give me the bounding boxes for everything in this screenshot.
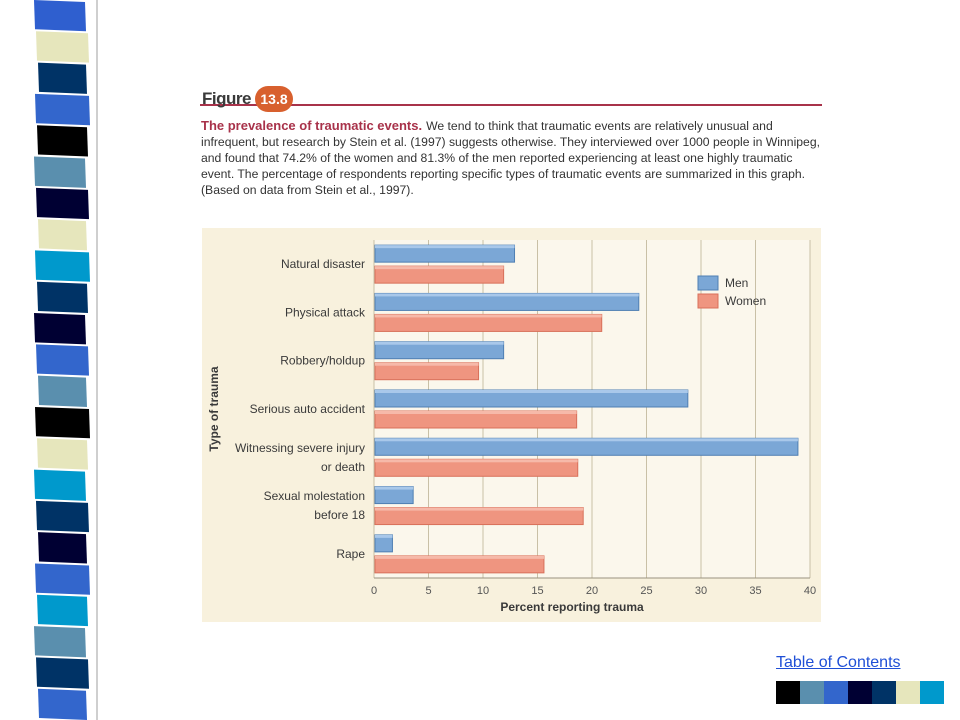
strip-block [38, 532, 87, 563]
category-label: Physical attack [284, 305, 365, 320]
strip-block [35, 407, 90, 438]
strip-block [36, 501, 89, 532]
bar-highlight [375, 556, 544, 559]
strip-block [37, 595, 88, 626]
color-box [776, 681, 800, 704]
legend-label: Men [725, 276, 749, 290]
x-tick-label: 25 [640, 585, 653, 597]
strip-block [38, 376, 87, 407]
figure-caption [201, 118, 823, 198]
bar-highlight [375, 314, 602, 317]
strip-block [34, 313, 86, 344]
x-tick-label: 30 [694, 585, 708, 597]
bar-highlight [375, 390, 688, 393]
strip-block [34, 626, 86, 657]
bar-highlight [375, 535, 392, 538]
x-tick-label: 20 [585, 585, 599, 597]
bar-highlight [375, 411, 577, 414]
bar-highlight [375, 342, 504, 345]
chart-panel [202, 228, 821, 622]
legend-swatch-women [698, 294, 718, 308]
bar-highlight [375, 293, 639, 296]
category-label: Natural disaster [280, 257, 365, 272]
x-tick-label: 15 [531, 585, 544, 597]
x-tick-label: 0 [370, 585, 378, 597]
color-box [800, 681, 824, 704]
bar-highlight [375, 459, 578, 462]
strip-block [37, 282, 88, 313]
strip-block [35, 250, 90, 281]
figure-title: The prevalence of traumatic events. [201, 118, 423, 133]
figure-number-badge: 13.8 [255, 86, 293, 112]
category-label: Sexual molestation [263, 489, 365, 504]
color-box [824, 681, 848, 704]
figure-rule [200, 104, 822, 106]
bar-highlight [375, 266, 504, 269]
legend-label: Women [725, 294, 767, 308]
strip-block [37, 125, 88, 156]
strip-block [35, 563, 90, 594]
y-axis-label: Type of trauma [207, 366, 221, 452]
color-box [920, 681, 944, 704]
category-label: Witnessing severe injury [234, 440, 365, 455]
strip-block [34, 157, 86, 188]
bar-highlight [375, 363, 479, 366]
strip-block [38, 219, 87, 250]
color-box [872, 681, 896, 704]
category-label: Robbery/holdup [280, 353, 365, 368]
figure-word: Figure [202, 89, 251, 108]
color-box [896, 681, 920, 704]
color-box [848, 681, 872, 704]
figure-caption-text: We tend to think that traumatic events are relatively unusual and infrequent, but research by Stein et al. (1997) suggests otherwise. They interviewed over 1000 people in Winnipeg, and found that 74.2% of the women and 81.3% of the men reported experiencing at least one highly traumatic event. The percentage of respondents reporting specific types of traumatic events are summarized in this graph. (Based on data from Stein et al., 1997). [201, 119, 820, 197]
category-label: or death [320, 459, 365, 474]
strip-block [38, 63, 87, 94]
bar-highlight [375, 245, 515, 248]
legend-swatch-men [698, 276, 718, 290]
bar-highlight [375, 438, 798, 441]
color-box-row [776, 681, 944, 704]
x-tick-label: 5 [425, 585, 432, 597]
strip-block [36, 344, 89, 375]
strip-block [38, 689, 87, 720]
strip-block [36, 188, 89, 219]
table-of-contents-link[interactable]: Table of Contents [776, 654, 901, 671]
bar-highlight [375, 508, 583, 511]
strip-block [37, 438, 88, 469]
x-axis-label: Percent reporting trauma [500, 600, 644, 614]
x-tick-label: 35 [749, 585, 762, 597]
category-label: Rape [336, 546, 365, 561]
strip-block [35, 94, 90, 125]
strip-block [36, 657, 89, 688]
strip-block [34, 0, 86, 31]
strip-block [34, 470, 86, 501]
bar-chart [202, 228, 821, 622]
strip-block [36, 31, 89, 62]
x-tick-label: 40 [803, 585, 817, 597]
x-tick-label: 10 [476, 585, 490, 597]
category-label: Serious auto accident [249, 402, 365, 416]
category-label: before 18 [314, 508, 365, 523]
decorative-color-strip [0, 0, 110, 720]
bar-highlight [375, 487, 413, 490]
